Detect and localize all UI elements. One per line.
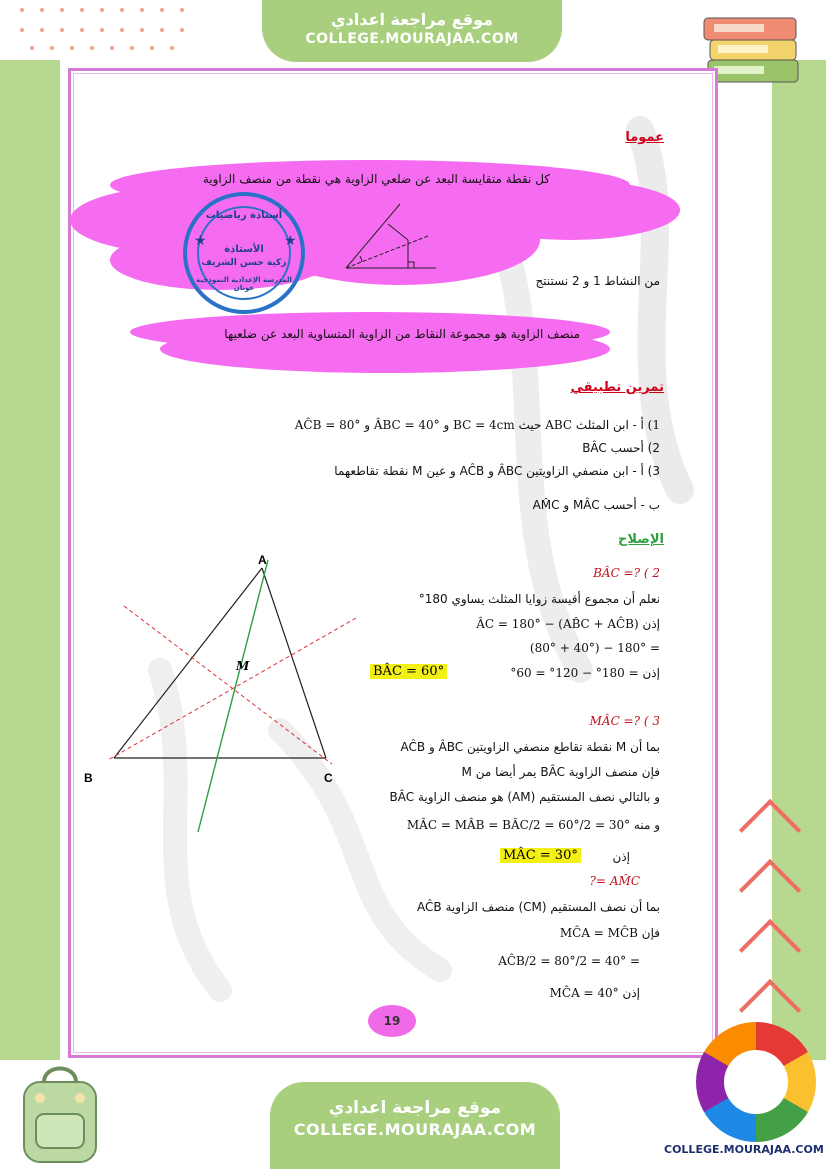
point-label-m: M <box>236 659 250 673</box>
bisector-definition: منصف الزاوية هو مجموعة النقاط من الزاوية المتساوية البعد عن ضلعيها <box>224 327 580 341</box>
part2-line1: نعلم أن مجموع أقيسة زوايا المثلث يساوي 180° <box>418 592 660 606</box>
part2-title: BÂC =? ( 2 <box>593 566 660 580</box>
vertex-label-b: B <box>84 771 93 785</box>
star-icon: ★ <box>284 233 297 249</box>
part3b-line3: = AĈB/2 = 80°/2 = 40° <box>498 954 640 968</box>
part2-line2: إذن ÂC = 180° − (AB̂C + AĈB) <box>476 617 660 631</box>
part3-title: MÂC =? ( 3 <box>589 714 660 728</box>
header-banner <box>262 0 562 62</box>
correction-heading: الإصلاح <box>618 532 664 547</box>
part3-line1: بما أن M نقطة تقاطع منصفي الزاويتين ÂBC و AĈB <box>400 740 660 754</box>
part2-result: BÂC = 60° <box>370 664 447 679</box>
vertex-label-a: A <box>258 553 267 567</box>
page-number: 19 <box>368 1005 416 1037</box>
angle-bisector-figure <box>340 200 440 274</box>
part3-line4: و منه MÂC = MÂB = BÂC/2 = 60°/2 = 30° <box>406 818 660 832</box>
header-arabic-title: موقع مراجعة اعدادي <box>330 10 494 29</box>
header-url[interactable]: COLLEGE.MOURAJAA.COM <box>305 31 519 47</box>
triangle-side-ac <box>262 568 326 758</box>
general-heading: عموما <box>625 130 664 145</box>
stamp-top-text: أستاذة رياضيات <box>205 210 283 221</box>
part2-line3: = 180° − (40° + 80°) <box>529 641 660 655</box>
exercise-question-3a: 3) أ - ابن منصفي الزاويتين ÂBC و AĈB و عين M نقطة تقاطعهما <box>334 464 660 478</box>
part3-line3: و بالتالي نصف المستقيم (AM) هو منصف الزاوية BÂC <box>389 790 660 804</box>
stamp-title-text: الأستاذة <box>224 244 264 255</box>
exercise-question-1: 1) أ - ابن المثلث ABC حيث BC = 4cm و ÂBC = 40° و AĈB = 80° <box>294 418 660 432</box>
conclusion-intro: من النشاط 1 و 2 نستنتج <box>535 274 660 288</box>
footer-banner <box>270 1082 560 1169</box>
part2-line4: إذن = 180° − 120° = 60° <box>510 666 660 680</box>
exercise-heading: تمرين تطبيقي <box>570 380 664 395</box>
definition-statement: كل نقطة متقايسة البعد عن ضلعي الزاوية هي نقطة من منصف الزاوية <box>202 172 550 186</box>
bisector-from-a <box>198 560 268 832</box>
part3b-line1: بما أن نصف المستقيم (CM) منصف الزاوية AĈB <box>417 900 660 914</box>
highlight-cloud <box>460 180 680 240</box>
part3b-title: AM̂C =? <box>589 874 640 888</box>
exercise-question-3b: ب - أحسب MÂC و AM̂C <box>532 498 660 512</box>
stamp-name-text: زكية حسن الشريف <box>201 258 287 268</box>
footer-arabic-title: موقع مراجعة اعدادي <box>328 1098 502 1118</box>
part3-result: MÂC = 30° <box>500 848 581 863</box>
left-frame-band <box>0 0 60 1169</box>
exercise-question-2: 2) أحسب BÂC <box>582 441 660 455</box>
part3b-line2: فإن MĈA = MĈB <box>559 926 660 940</box>
site-logo-wheel-center <box>724 1050 788 1114</box>
site-logo-text[interactable]: COLLEGE.MOURAJAA.COM <box>664 1143 824 1156</box>
part3-line2: فإن منصف الزاوية BÂC يمر أيضا من M <box>461 765 660 779</box>
bisector-from-c <box>108 618 356 760</box>
part3b-line4: إذن MĈA = 40° <box>549 986 640 1000</box>
part3-result-prefix: إذن <box>612 850 630 864</box>
star-icon: ★ <box>194 233 207 249</box>
stamp-school-text: المدرسة الإعدادية النموذجية عونان <box>196 276 292 292</box>
vertex-label-c: C <box>324 771 333 785</box>
backpack-icon <box>6 1058 116 1168</box>
footer-url[interactable]: COLLEGE.MOURAJAA.COM <box>293 1120 537 1139</box>
